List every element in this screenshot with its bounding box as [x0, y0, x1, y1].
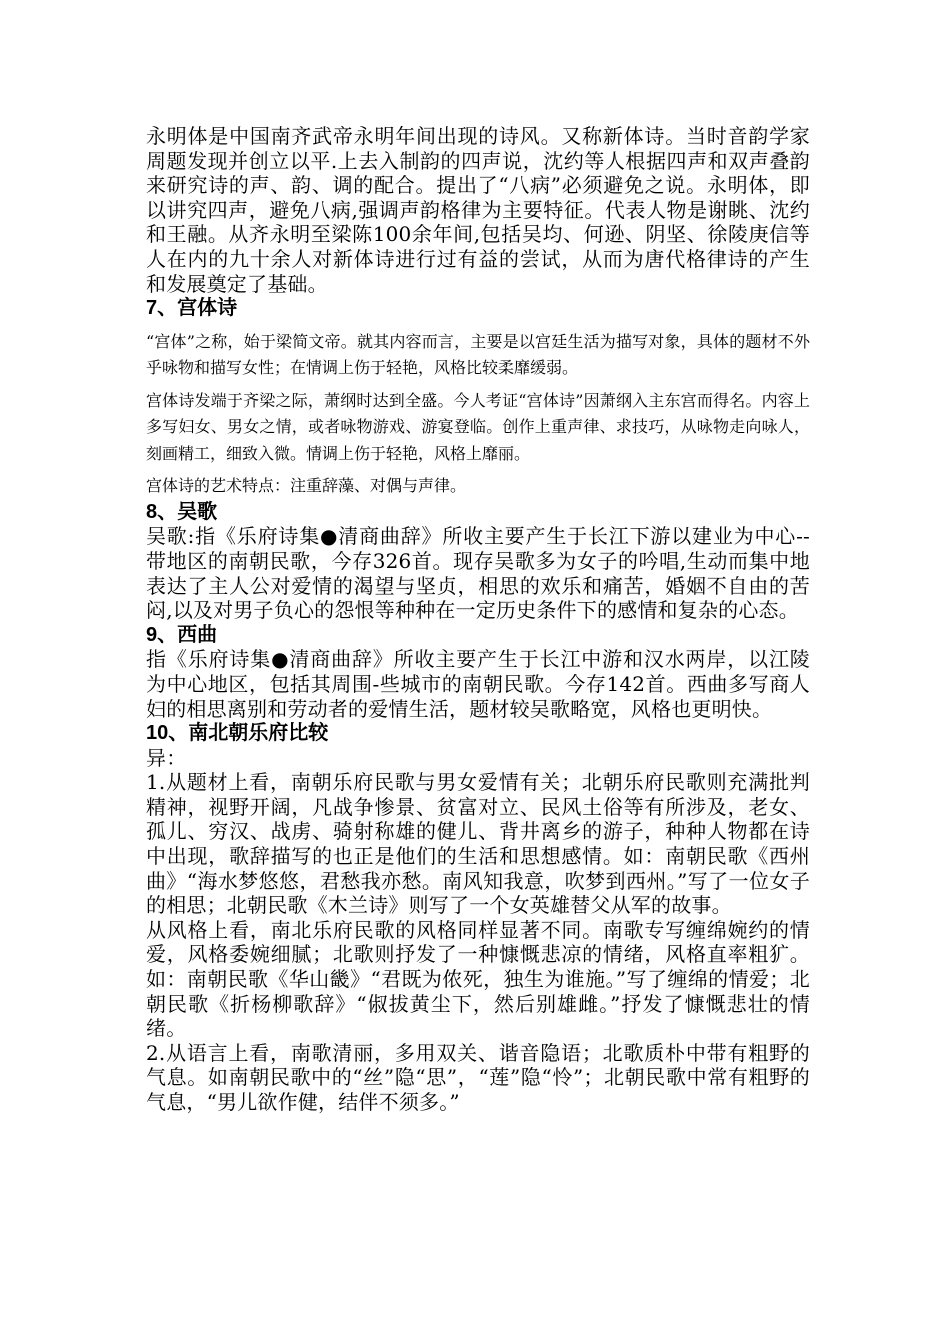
- section-8-heading: 8、吴歌: [146, 500, 218, 523]
- section-7-paragraph-3: 宫体诗的艺术特点：注重辞藻、对偶与声律。: [146, 476, 467, 496]
- section-7-heading: 7、宫体诗: [146, 297, 238, 320]
- section-10-paragraph-2: 从风格上看，南北乐府民歌的风格同样显著不同。南歌专写缠绵婉约的情爱，风格委婉细腻；北歌则抒发了一种慷慨悲凉的情绪，风格直率粗犷。如：南朝民歌《华山畿》“君既为侬死，独生为谁施。”写了缠绵的情爱；北朝民歌《折杨柳歌辞》“俶拔黄尘下，然后别雄雌。”抒发了慷慨悲壮的情绪。: [146, 917, 810, 1041]
- document-page: [146, 124, 810, 1115]
- section-10-label: 异：: [146, 745, 187, 770]
- section-10-paragraph-1: 1.从题材上看，南朝乐府民歌与男女爱情有关；北朝乐府民歌则充满批判精神，视野开阔，凡战争惨景、贫富对立、民风土俗等有所涉及，老女、孤儿、穷汉、战虏、骑射称雄的健儿、背井离乡的游子，种种人物都在诗中出现，歌辞描写的也正是他们的生活和思想感情。如：南朝民歌《西州曲》“海水梦悠悠，君愁我亦愁。南风知我意，吹梦到西州。”写了一位女子的相思；北朝民歌《木兰诗》则写了一个女英雄替父从军的故事。: [146, 770, 810, 918]
- section-9-paragraph: 指《乐府诗集●清商曲辞》所收主要产生于长江中游和汉水两岸，以江陵为中心地区，包括其周围-些城市的南朝民歌。今存142首。西曲多写商人妇的相思离别和劳动者的爱情生活，题材较吴歌略宽，风格也更明快。: [146, 647, 810, 721]
- section-8-paragraph: 吴歌:指《乐府诗集●清商曲辞》所收主要产生于长江下游以建业为中心--带地区的南朝民歌，今存326首。现存吴歌多为女子的吟唱,生动而集中地表达了主人公对爱情的渴望与坚贞，相思的欢乐和痛苦，婚姻不自由的苦闷,以及对男子负心的怨恨等种种在一定历史条件下的感情和复杂的心态。: [146, 524, 810, 623]
- section-10-paragraph-3: 2.从语言上看，南歌清丽，多用双关、谐音隐语；北歌质朴中带有粗野的气息。如南朝民歌中的“丝”隐“思”，“莲”隐“怜”；北朝民歌中常有粗野的气息，“男儿欲作健，结伴不须多。”: [146, 1040, 810, 1114]
- section-9-heading: 9、西曲: [146, 623, 218, 646]
- section-7-paragraph-2: 宫体诗发端于齐梁之际，萧纲时达到全盛。今人考证“宫体诗”因萧纲入主东宫而得名。内容上多写妇女、男女之情，或者咏物游戏、游宴登临。创作上重声律、求技巧，从咏物走向咏人，刻画精工，细致入微。情调上伤于轻艳，风格上靡丽。: [146, 390, 810, 463]
- section-10-heading: 10、南北朝乐府比较: [146, 722, 329, 745]
- section-7-paragraph-1: “宫体”之称，始于梁简文帝。就其内容而言，主要是以宫廷生活为描写对象，具体的题材不外乎咏物和描写女性；在情调上伤于轻艳，风格比较柔靡缓弱。: [146, 331, 810, 378]
- intro-paragraph: 永明体是中国南齐武帝永明年间出现的诗风。又称新体诗。当时音韵学家周题发现并创立以平.上去入制韵的四声说，沈约等人根据四声和双声叠韵来研究诗的声、韵、调的配合。提出了“八病”必须避免之说。永明体，即以讲究四声，避免八病,强调声韵格律为主要特征。代表人物是谢眺、沈约和王融。从齐永明至梁陈100余年间,包括吴均、何逊、阴坚、徐陵庚信等人在内的九十余人对新体诗进行过有益的尝试，从而为唐代格律诗的产生和发展奠定了基础。: [146, 124, 810, 296]
